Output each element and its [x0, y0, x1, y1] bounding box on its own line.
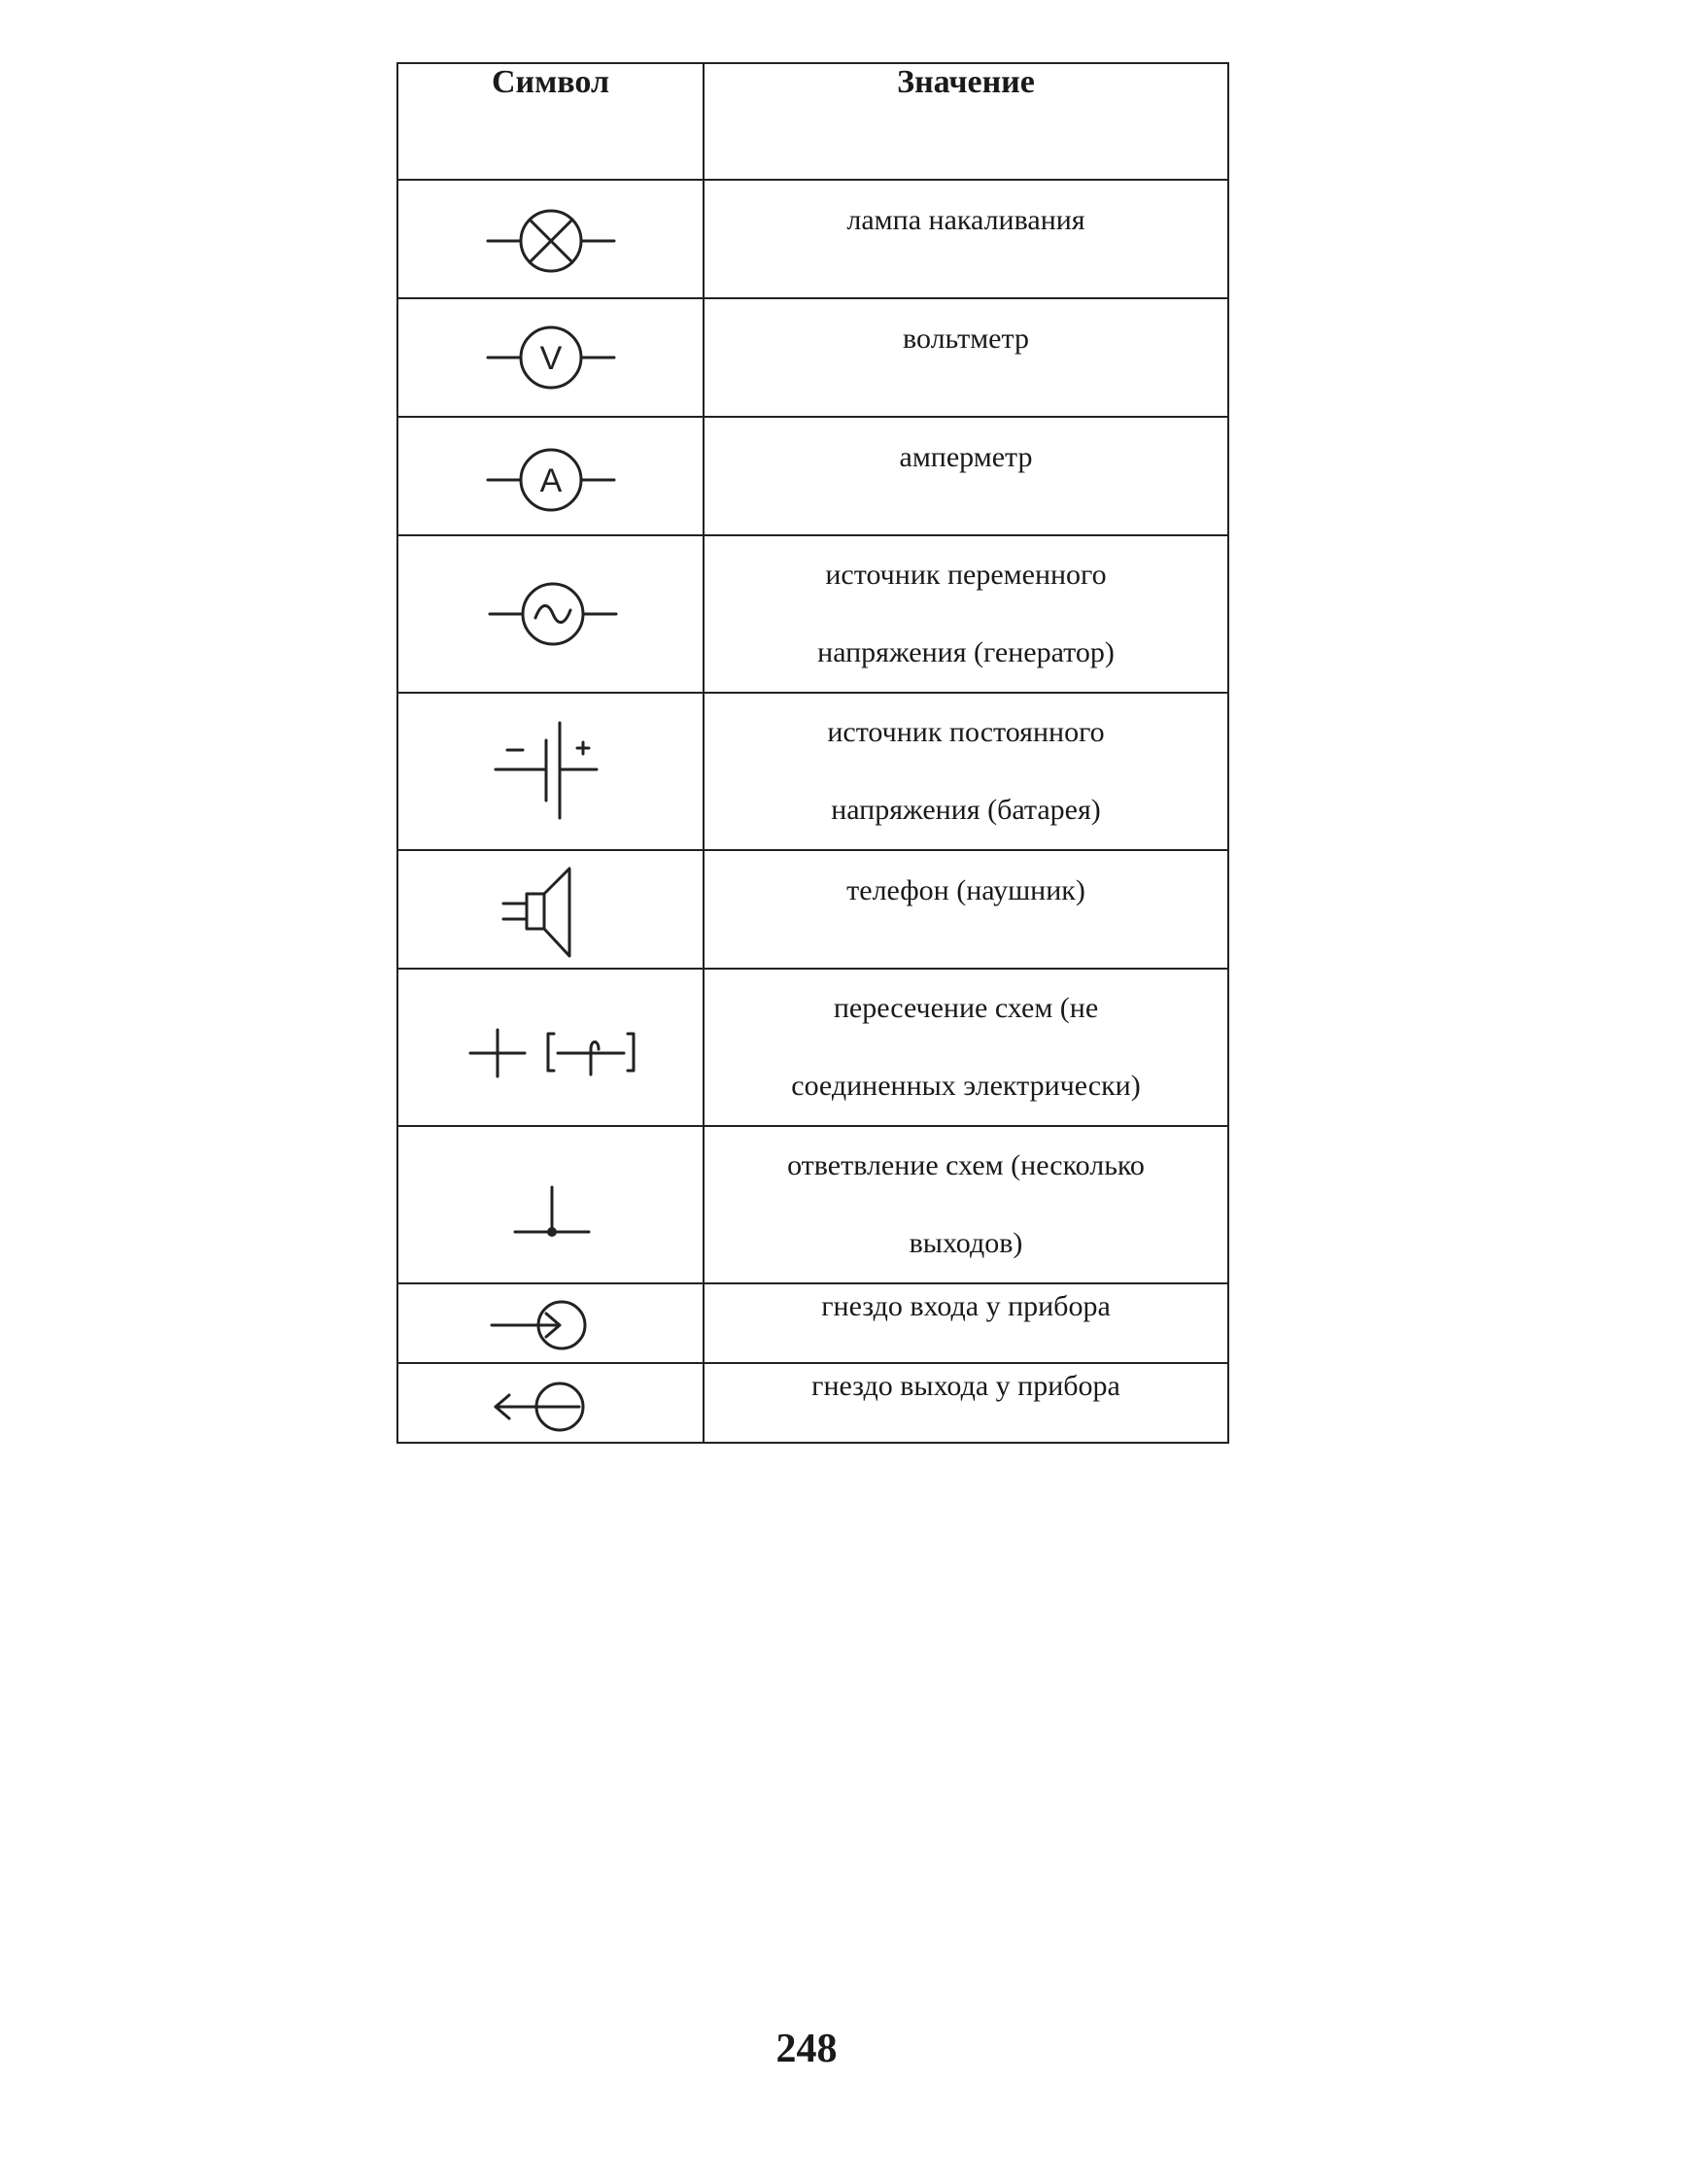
dc-battery-icon	[398, 694, 705, 847]
ac-source-icon	[398, 536, 705, 690]
meaning-text-line: источник переменного	[825, 559, 1107, 591]
symbol-cell	[397, 1283, 704, 1363]
meaning-cell	[704, 850, 1228, 969]
wire-junction-icon	[398, 1127, 705, 1280]
header-meaning: Значение	[704, 63, 1228, 180]
table-row	[397, 850, 1228, 969]
symbol-cell	[397, 850, 704, 969]
meaning-text: телефон (наушник)	[846, 874, 1085, 906]
page-number: 248	[775, 2027, 838, 2071]
table-row	[397, 417, 1228, 535]
wire-crossing-icon	[398, 970, 705, 1123]
output-socket-icon	[398, 1364, 705, 1440]
table-row	[397, 969, 1228, 1126]
meaning-text: гнездо выхода у прибора	[811, 1370, 1120, 1402]
svg-text:A: A	[539, 462, 563, 499]
table-row	[397, 298, 1228, 417]
table-row	[397, 535, 1228, 693]
meaning-text-line: напряжения (генератор)	[817, 636, 1115, 668]
meaning-cell	[704, 1283, 1228, 1363]
meaning-text-line: ответвление схем (несколько	[787, 1149, 1145, 1181]
meaning-text: гнездо входа у прибора	[821, 1290, 1111, 1322]
incandescent-lamp-icon	[398, 181, 705, 295]
meaning-cell	[704, 969, 1228, 1126]
symbol-cell	[397, 693, 704, 850]
ammeter-icon	[398, 418, 705, 532]
svg-text:V: V	[539, 340, 563, 377]
meaning-cell	[704, 693, 1228, 850]
meaning-cell	[704, 1126, 1228, 1283]
table-row	[397, 1363, 1228, 1443]
meaning-cell	[704, 298, 1228, 417]
meaning-text-line: источник постоянного	[827, 716, 1105, 748]
table-row	[397, 693, 1228, 850]
symbol-cell	[397, 535, 704, 693]
meaning-text: вольтметр	[903, 323, 1029, 355]
symbol-cell	[397, 180, 704, 298]
meaning-text-line: пересечение схем (не	[833, 992, 1099, 1024]
meaning-cell	[704, 180, 1228, 298]
voltmeter-icon	[398, 299, 705, 414]
symbol-cell	[397, 969, 704, 1126]
meaning-cell	[704, 535, 1228, 693]
symbols-table	[396, 62, 1229, 1444]
table-row	[397, 1283, 1228, 1363]
symbol-cell	[397, 298, 704, 417]
meaning-cell	[704, 1363, 1228, 1443]
meaning-text: амперметр	[899, 441, 1033, 473]
symbol-cell	[397, 1363, 704, 1443]
symbol-cell	[397, 417, 704, 535]
meaning-text-line: соединенных электрически)	[791, 1070, 1141, 1102]
header-symbol: Символ	[397, 63, 704, 180]
meaning-text: лампа накаливания	[846, 204, 1085, 236]
telephone-earphone-icon	[398, 851, 705, 966]
meaning-text-line: выходов)	[909, 1227, 1023, 1259]
meaning-text-line: напряжения (батарея)	[831, 794, 1101, 826]
symbol-cell	[397, 1126, 704, 1283]
table-row	[397, 180, 1228, 298]
input-socket-icon	[398, 1284, 705, 1360]
meaning-cell	[704, 417, 1228, 535]
table-row	[397, 1126, 1228, 1283]
